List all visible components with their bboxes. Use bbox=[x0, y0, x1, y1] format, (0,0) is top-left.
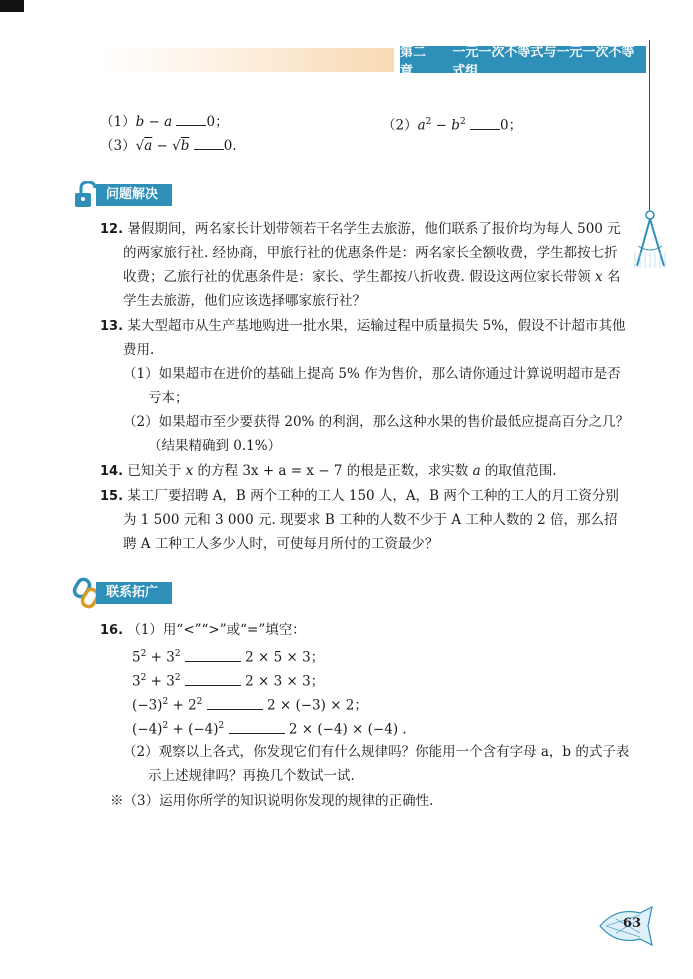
part-a-line-2: $(2)a^2 - b^2$ 0； bbox=[382, 117, 523, 134]
q16-sub3-line: ※（3）运用你所学的知识说明你发现的规律的正确性. bbox=[110, 793, 434, 809]
section-title: 问题解决 bbox=[96, 184, 172, 206]
answer-blank[interactable] bbox=[207, 708, 263, 710]
q16-sub2-line-1: （2）观察以上各式，你发现它们有什么规律吗？你能用一个含有字母 a，b 的式子表 bbox=[123, 744, 630, 760]
q16-row-1: $5^2 + 3^2$ 2 × 5 × 3； bbox=[132, 649, 325, 666]
corner-mark bbox=[0, 0, 24, 12]
q15-line-1: 15. 某工厂要招聘 A，B 两个工种的工人 150 人，A，B 两个工种的工人的月工资分别 bbox=[100, 488, 619, 504]
answer-blank[interactable] bbox=[185, 684, 241, 686]
answer-blank[interactable] bbox=[194, 148, 224, 150]
q12-line-3: 收费；乙旅行社的优惠条件是：家长、学生都按八折收费. 假设这两位家长带领 x 名 bbox=[123, 269, 621, 285]
q16-line-1: 16. （1）用“<”“>”或“=”填空： bbox=[100, 622, 306, 638]
page-number: 63 bbox=[623, 916, 642, 931]
q13-sub2-line-2: （结果精确到 0.1%） bbox=[148, 438, 282, 454]
q16-row-4: $(-4)^2 + (-4)^2$ 2 × (−4) × (−4) . bbox=[132, 721, 407, 738]
part-a-line-1: （1）b − a 0； bbox=[100, 114, 229, 130]
answer-blank[interactable] bbox=[176, 124, 206, 126]
q13-sub1-line-1: （1）如果超市在进价的基础上提高 5% 作为售价，那么请你通过计算说明超市是否 bbox=[123, 366, 621, 382]
header-band bbox=[100, 48, 394, 72]
part-a-line-3: （3）√a − √b 0. bbox=[100, 138, 237, 154]
q12-line-1: 12. 暑假期间，两名家长计划带领若干名学生去旅游，他们联系了报价均为每人 500 元 bbox=[100, 221, 621, 237]
q12-line-2: 的两家旅行社. 经协商，甲旅行社的优惠条件是：两名家长全额收费，学生都按七折 bbox=[123, 245, 618, 261]
q13-line-2: 费用. bbox=[123, 342, 155, 358]
q16-row-2: $3^2 + 3^2$ 2 × 3 × 3； bbox=[132, 673, 325, 690]
answer-blank[interactable] bbox=[470, 128, 500, 130]
answer-blank[interactable] bbox=[229, 732, 285, 734]
chapter-header bbox=[400, 44, 646, 79]
q13-sub2-line-1: （2）如果超市至少要获得 20% 的利润，那么这种水果的售价最低应提高百分之几？ bbox=[123, 414, 630, 430]
answer-blank[interactable] bbox=[185, 660, 241, 662]
chapter-number: 第二章 bbox=[400, 44, 427, 79]
compass-icon bbox=[632, 208, 672, 270]
section-problem-solving bbox=[72, 182, 172, 208]
section-title: 联系拓广 bbox=[96, 582, 172, 604]
margin-rule bbox=[649, 40, 650, 210]
q15-line-3: 聘 A 工种工人多少人时，可使每月所付的工资最少？ bbox=[123, 536, 439, 552]
chapter-title: 一元一次不等式与一元一次不等式组 bbox=[452, 44, 635, 79]
q13-line-1: 13. 某大型超市从生产基地购进一批水果，运输过程中质量损失 5%，假设不计超市其他 bbox=[100, 318, 626, 334]
q16-sub2-line-2: 示上述规律吗？再换几个数试一试. bbox=[148, 768, 355, 784]
q12-line-4: 学生去旅游，他们应该选择哪家旅行社？ bbox=[123, 293, 366, 309]
q14-line: 14. 已知关于 x 的方程 3x + a = x − 7 的根是正数，求实数 a 的取值范围. bbox=[100, 463, 557, 479]
section-extension bbox=[72, 580, 172, 606]
q13-sub1-line-2: 亏本； bbox=[148, 390, 189, 406]
q15-line-2: 为 1 500 元和 3 000 元. 现要求 B 工种的人数不少于 A 工种人数的 2 倍，那么招 bbox=[123, 512, 618, 528]
q16-row-3: $(-3)^2 + 2^2$ 2 × (−3) × 2； bbox=[132, 697, 368, 714]
